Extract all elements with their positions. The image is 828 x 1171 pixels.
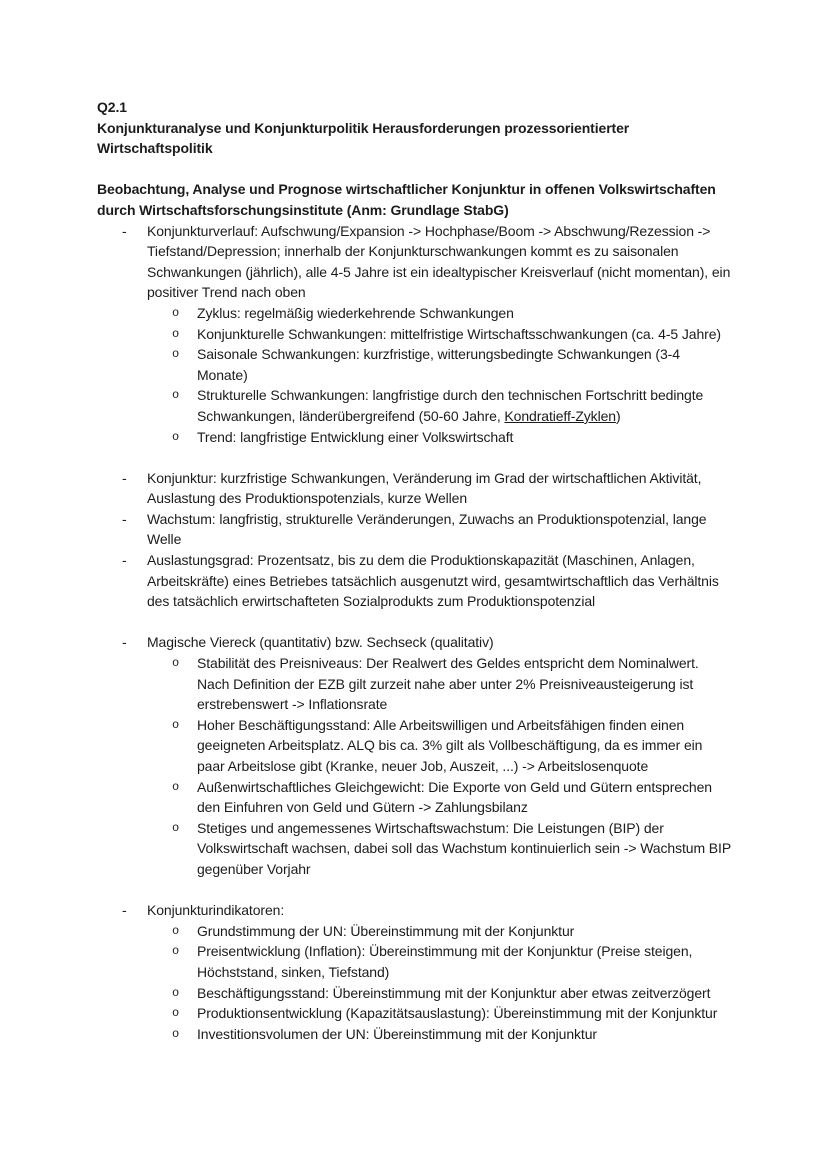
circle-bullet-icon: o xyxy=(172,347,180,362)
blank-line xyxy=(97,880,733,901)
list-item-text: Konjunkturindikatoren: xyxy=(147,902,285,919)
bullet-list xyxy=(97,221,733,1045)
list-item-text: Hoher Beschäftigungsstand: Alle Arbeitswilligen und Arbeitsfähigen finden einen geeigneten Arbeitsplatz. ALQ bis ca. 3% gilt als Vollbeschäftigung, da es immer ein paar Arbeitslose gibt (Kranke, neuer Job, Auszeit, ...) -> Arbeitslosenquote xyxy=(197,716,703,774)
circle-bullet-icon: o xyxy=(172,985,180,1000)
list-item xyxy=(97,900,733,921)
list-item-text: Saisonale Schwankungen: kurzfristige, witterungsbedingte Schwankungen (3-4 Monate) xyxy=(197,346,680,383)
list-item-text: Investitionsvolumen der UN: Übereinstimmung mit der Konjunktur xyxy=(197,1025,597,1042)
list-item-text: Trend: langfristige Entwicklung einer Volkswirtschaft xyxy=(197,428,514,445)
list-item xyxy=(97,385,733,426)
document-subtitle: Beobachtung, Analyse und Prognose wirtschaftlicher Konjunktur in offenen Volkswirtschaften durch Wirtschaftsforschungsinstitute (Anm: Grundlage StabG) xyxy=(97,181,716,218)
circle-bullet-icon: o xyxy=(172,1026,180,1041)
circle-bullet-icon: o xyxy=(172,1006,180,1021)
list-item xyxy=(97,818,733,880)
list-item-text: Zyklus: regelmäßig wiederkehrende Schwankungen xyxy=(197,304,514,321)
blank-line xyxy=(97,447,733,468)
list-item xyxy=(97,221,733,303)
list-item-text: Außenwirtschaftliches Gleichgewicht: Die Exporte von Geld und Gütern entsprechen den Einfuhren von Geld und Gütern -> Zahlungsbilanz xyxy=(197,778,712,816)
page-title: Konjunkturanalyse und Konjunkturpolitik Herausforderungen prozessorientierter Wirtschaftspolitik xyxy=(97,119,630,157)
list-item-text: Preisentwicklung (Inflation): Übereinstimmung mit der Konjunktur (Preise steigen, Höchststand, sinken, Tiefstand) xyxy=(197,943,693,980)
list-item-text: Grundstimmung der UN: Übereinstimmung mit der Konjunktur xyxy=(197,922,575,939)
list-item xyxy=(97,324,733,345)
dash-bullet-icon: - xyxy=(122,902,127,919)
list-item xyxy=(97,1024,733,1045)
list-item-text: Stetiges und angemessenes Wirtschaftswachstum: Die Leistungen (BIP) der Volkswirtschaft wachsen, dabei soll das Wachstum kontinuierlich sein -> Wachstum BIP gegenüber Vorjahr xyxy=(197,819,731,877)
list-item-text: Stabilität des Preisniveaus: Der Realwert des Geldes entspricht dem Nominalwert. Nach Definition der EZB gilt zurzeit nahe aber unter 2% Preisniveausteigerung ist erstrebenswert -> Inflationsrate xyxy=(197,655,699,713)
list-item-text: Konjunktur: kurzfristige Schwankungen, Veränderung im Grad der wirtschaftlichen Aktivität, Auslastung des Produktionspotenzials, kurze Wellen xyxy=(147,469,702,507)
list-item xyxy=(97,344,733,385)
list-item-text: Produktionsentwicklung (Kapazitätsauslastung): Übereinstimmung mit der Konjunktur xyxy=(197,1005,718,1022)
list-item-text: Beschäftigungsstand: Übereinstimmung mit der Konjunktur aber etwas zeitverzögert xyxy=(197,984,711,1001)
circle-bullet-icon: o xyxy=(172,944,180,959)
circle-bullet-icon: o xyxy=(172,820,180,835)
list-item xyxy=(97,653,733,715)
list-item xyxy=(97,983,733,1004)
list-item xyxy=(97,550,733,612)
list-item xyxy=(97,509,733,550)
circle-bullet-icon: o xyxy=(172,305,180,320)
dash-bullet-icon: - xyxy=(122,222,127,239)
list-item-text: Konjunkturverlauf: Aufschwung/Expansion -> Hochphase/Boom -> Abschwung/Rezession -> Tiefstand/Depression; innerhalb der Konjunkturschwankungen kommt es zu saisonalen Schwankungen (jährlich), alle 4-5 Jahre ist ein idealtypischer Kreisverlauf (nicht momentan), ein positiver Trend nach oben xyxy=(147,222,731,301)
circle-bullet-icon: o xyxy=(172,429,180,444)
underlined-term: Kondratieff-Zyklen xyxy=(504,407,616,424)
section-number: Q2.1 xyxy=(97,99,127,115)
list-item-text: Magische Viereck (quantitativ) bzw. Sechseck (qualitativ) xyxy=(147,634,494,651)
circle-bullet-icon: o xyxy=(172,326,180,341)
list-item-text: Konjunkturelle Schwankungen: mittelfristige Wirtschaftsschwankungen (ca. 4-5 Jahre) xyxy=(197,325,721,342)
circle-bullet-icon: o xyxy=(172,717,180,732)
list-item xyxy=(97,777,733,818)
list-item xyxy=(97,468,733,509)
dash-bullet-icon: - xyxy=(122,552,127,569)
list-item-text: Strukturelle Schwankungen: langfristige durch den technischen Fortschritt bedingte Schwankungen, länderübergreifend (50-60 Jahre, Kondratieff-Zyklen) xyxy=(197,387,704,424)
dash-bullet-icon: - xyxy=(122,469,127,486)
dash-bullet-icon: - xyxy=(122,634,127,651)
list-item-text: Wachstum: langfristig, strukturelle Veränderungen, Zuwachs an Produktionspotenzial, lange Welle xyxy=(147,510,707,548)
circle-bullet-icon: o xyxy=(172,388,180,403)
list-item xyxy=(97,303,733,324)
blank-line xyxy=(97,612,733,633)
list-item xyxy=(97,715,733,777)
circle-bullet-icon: o xyxy=(172,656,180,671)
list-item xyxy=(97,921,733,942)
circle-bullet-icon: o xyxy=(172,923,180,938)
list-item xyxy=(97,1003,733,1024)
list-item xyxy=(97,427,733,448)
list-item-text: Auslastungsgrad: Prozentsatz, bis zu dem die Produktionskapazität (Maschinen, Anlagen, Arbeitskräfte) eines Betriebes tatsächlich ausgenutzt wird, gesamtwirtschaftlich das Verhältnis des tatsächlich erwirtschafteten Sozialprodukts zum Produktionspotenzial xyxy=(147,552,719,610)
list-item xyxy=(97,632,733,653)
dash-bullet-icon: - xyxy=(122,510,127,527)
list-item xyxy=(97,941,733,982)
circle-bullet-icon: o xyxy=(172,779,180,794)
